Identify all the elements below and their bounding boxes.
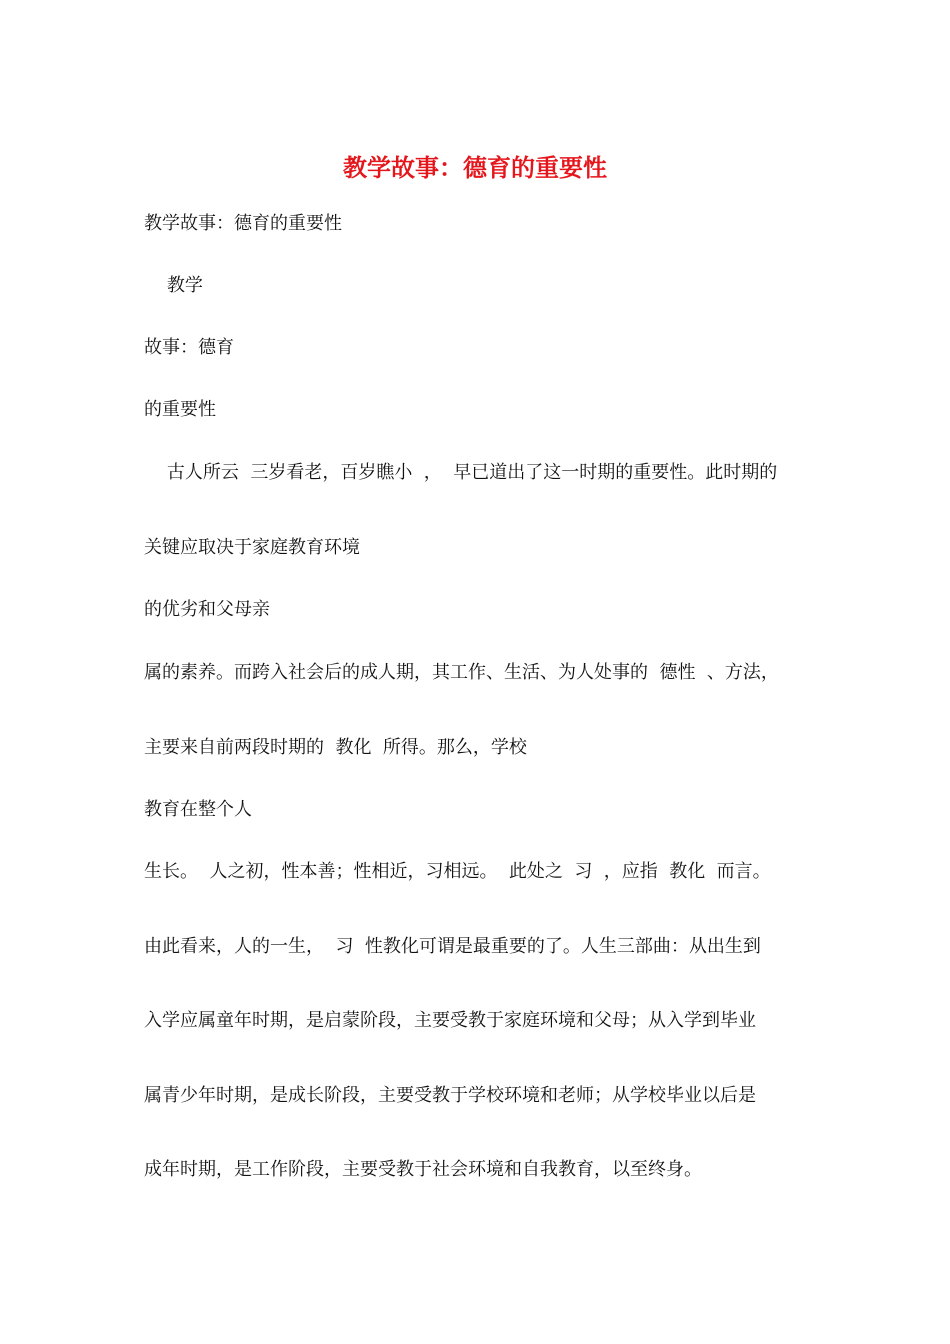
paragraph-line: 成年时期，是工作阶段，主要受教于社会环境和自我教育，以至终身。 [144,1159,702,1180]
paragraph-line: 教学 [144,275,203,296]
document-title: 教学故事：德育的重要性 [343,153,607,182]
paragraph-line: 关键应取决于家庭教育环境 [144,537,360,558]
paragraph-line: 入学应属童年时期，是启蒙阶段，主要受教于家庭环境和父母；从入学到毕业 [144,1010,756,1031]
paragraph-line: 生长。 人之初，性本善；性相近，习相远。 此处之 习 ，应指 教化 而言。 [144,861,771,882]
paragraph-line: 教学故事：德育的重要性 [144,213,342,234]
paragraph-line: 主要来自前两段时期的 教化 所得。那么，学校 [144,737,527,758]
paragraph-line: 属青少年时期，是成长阶段，主要受教于学校环境和老师；从学校毕业以后是 [144,1085,756,1106]
paragraph-line: 教育在整个人 [144,799,252,820]
paragraph-line: 的优劣和父母亲 [144,599,270,620]
paragraph-line: 由此看来，人的一生， 习 性教化可谓是最重要的了。人生三部曲：从出生到 [144,936,761,957]
paragraph-line: 古人所云 三岁看老，百岁瞧小 ， 早已道出了这一时期的重要性。此时期的 [144,462,778,483]
paragraph-line: 属的素养。而跨入社会后的成人期，其工作、生活、为人处事的 德性 、方法， [144,662,779,683]
paragraph-line: 的重要性 [144,399,216,420]
paragraph-line: 故事：德育 [144,337,234,358]
